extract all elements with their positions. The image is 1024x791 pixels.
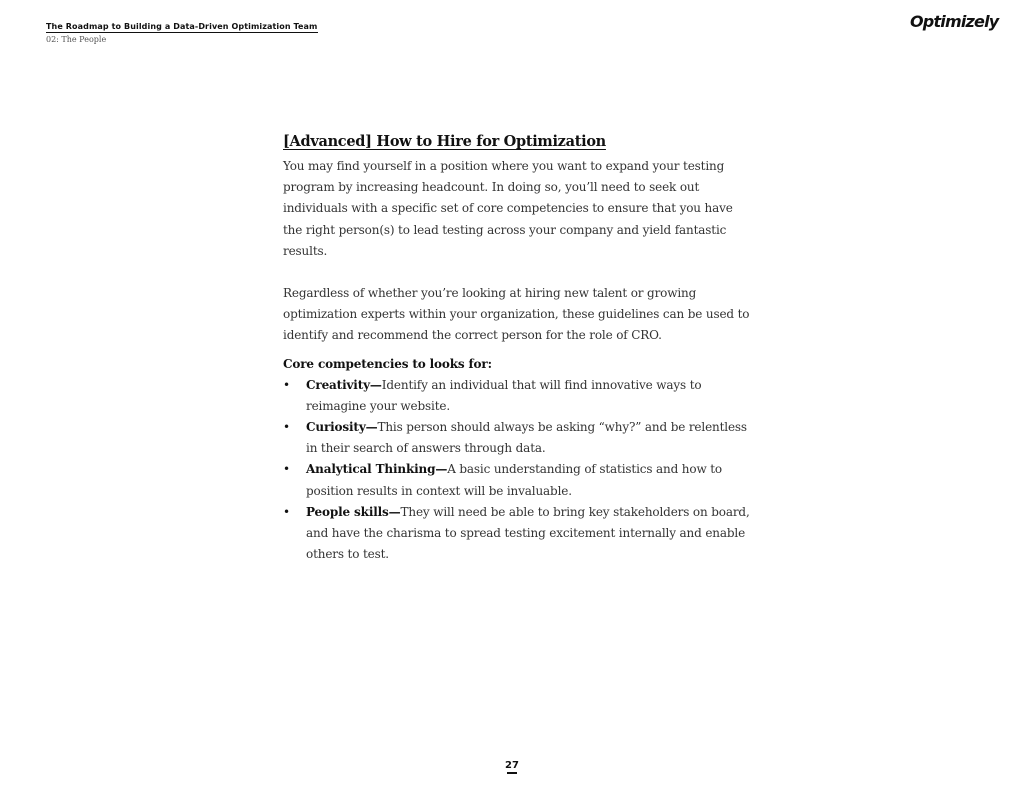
chapter-subtitle: 02: The People <box>46 35 107 44</box>
page-header <box>46 14 318 44</box>
page-number-underline <box>507 772 517 774</box>
page-number <box>0 760 1024 774</box>
competency-term: People skills— <box>306 504 401 519</box>
document-title: The Roadmap to Building a Data-Driven Optimization Team <box>46 22 318 31</box>
section-heading: [Advanced] How to Hire for Optimization <box>283 133 606 150</box>
competency-term: Creativity— <box>306 377 382 392</box>
bullet-icon: • <box>283 420 290 435</box>
competency-description: They will need be able to bring key stakeholders on board, and have the charisma to spread testing excitement internally and enable others to test. <box>306 504 750 562</box>
competency-description: This person should always be asking “why?” and be relentless in their search of answers through data. <box>306 420 747 456</box>
main-content <box>283 130 753 565</box>
optimizely-logo: Optimizely <box>910 12 999 31</box>
competencies-list <box>283 375 753 566</box>
competency-description: Identify an individual that will find innovative ways to reimagine your website. <box>306 377 702 413</box>
competency-term: Analytical Thinking— <box>306 462 448 477</box>
competency-term: Curiosity— <box>306 420 378 435</box>
competencies-heading: Core competencies to looks for: <box>283 356 492 371</box>
bullet-icon: • <box>283 377 290 392</box>
list-item <box>283 375 753 417</box>
page-number-label: 27 <box>505 760 519 771</box>
guidelines-paragraph: Regardless of whether you’re looking at hiring new talent or growing optimization experts within your organization, these guidelines can be used to identify and recommend the correct person for the role of CRO. <box>283 286 750 343</box>
list-item <box>283 417 753 459</box>
list-item <box>283 502 753 566</box>
intro-paragraph: You may find yourself in a position where you want to expand your testing program by increasing headcount. In doing so, you’ll need to seek out individuals with a specific set of core competencies to ensure that you have the right person(s) to lead testing across your company and yield fantastic results. <box>283 159 733 258</box>
bullet-icon: • <box>283 504 290 519</box>
bullet-icon: • <box>283 462 290 477</box>
competency-description: A basic understanding of statistics and how to position results in context will be invaluable. <box>306 462 722 498</box>
list-item <box>283 459 753 501</box>
